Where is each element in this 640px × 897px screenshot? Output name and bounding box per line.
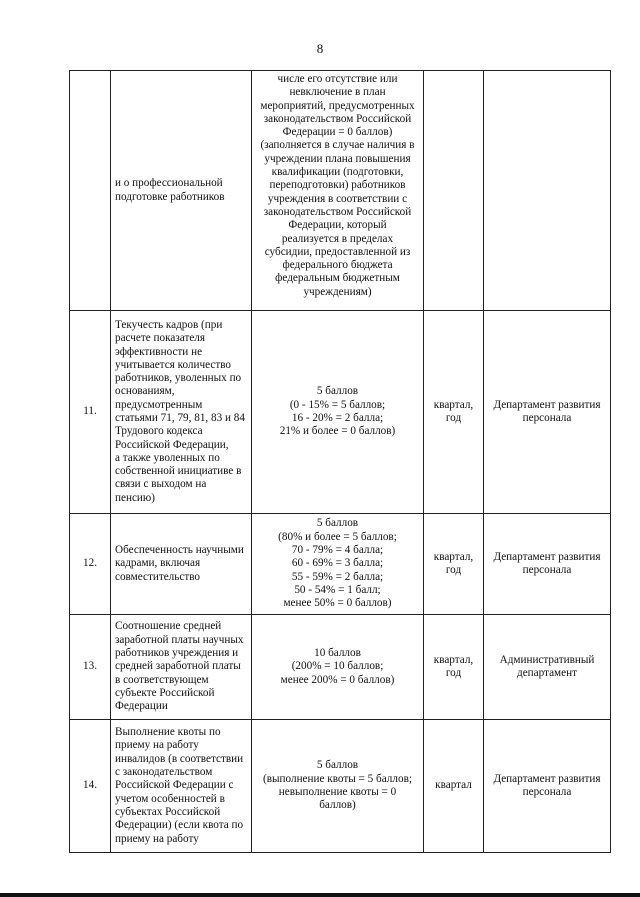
period: квартал, год xyxy=(424,615,484,720)
row-number: 13. xyxy=(70,615,111,720)
criteria-text: числе его отсутствие или невключение в план мероприятий, предусмотренных законодательством Российской Федерации = 0 баллов) (заполняется в случае наличия в учреждении плана повышения квалификации (подготовки, переподготовки) работников учреждения в соответствии с законодательством Российской Федерации, который реализуется в пределах субсидии, предоставленной из федерального бюджета федеральным бюджетным учреждениям) xyxy=(252,71,424,311)
table-row xyxy=(70,720,611,853)
row-number: 14. xyxy=(70,720,111,853)
row-number xyxy=(70,71,111,311)
criteria-text: 5 баллов (0 - 15% = 5 баллов; 16 - 20% = 2 балла; 21% и более = 0 баллов) xyxy=(252,311,424,514)
indicator-name: Выполнение квоты по приему на работу инвалидов (в соответствии с законодательством Российской Федерации с учетом особенностей в субъектах Российской Федерации) (если квота по приему на работу xyxy=(111,720,252,853)
indicator-name: Текучесть кадров (при расчете показателя эффективности не учитывается количество работников, уволенных по основаниям, предусмотренным статьями 71, 79, 81, 83 и 84 Трудового кодекса Российской Федерации, а также уволенных по собственной инициативе в связи с выходом на пенсию) xyxy=(111,311,252,514)
table-row xyxy=(70,311,611,514)
criteria-text: 10 баллов (200% = 10 баллов; менее 200% = 0 баллов) xyxy=(252,615,424,720)
responsible-department xyxy=(484,71,611,311)
table-row xyxy=(70,71,611,311)
table-row xyxy=(70,514,611,615)
period xyxy=(424,71,484,311)
criteria-text: 5 баллов (80% и более = 5 баллов; 70 - 79% = 4 балла; 60 - 69% = 3 балла; 55 - 59% = 2 балла; 50 - 54% = 1 балл; менее 50% = 0 баллов) xyxy=(252,514,424,615)
responsible-department: Департамент развития персонала xyxy=(484,514,611,615)
indicator-name: Соотношение средней заработной платы научных работников учреждения и средней заработной платы в соответствующем субъекте Российской Федерации xyxy=(111,615,252,720)
row-number: 11. xyxy=(70,311,111,514)
indicator-name: Обеспеченность научными кадрами, включая совместительство xyxy=(111,514,252,615)
responsible-department: Департамент развития персонала xyxy=(484,720,611,853)
indicators-table xyxy=(69,70,611,853)
table-row xyxy=(70,615,611,720)
period: квартал, год xyxy=(424,311,484,514)
responsible-department: Административный департамент xyxy=(484,615,611,720)
page-number: 8 xyxy=(316,41,324,56)
indicator-name: и о профессиональной подготовке работников xyxy=(111,71,252,311)
scan-edge xyxy=(0,893,640,897)
period: квартал, год xyxy=(424,514,484,615)
responsible-department: Департамент развития персонала xyxy=(484,311,611,514)
criteria-text: 5 баллов (выполнение квоты = 5 баллов; невыполнение квоты = 0 баллов) xyxy=(252,720,424,853)
period: квартал xyxy=(424,720,484,853)
row-number: 12. xyxy=(70,514,111,615)
